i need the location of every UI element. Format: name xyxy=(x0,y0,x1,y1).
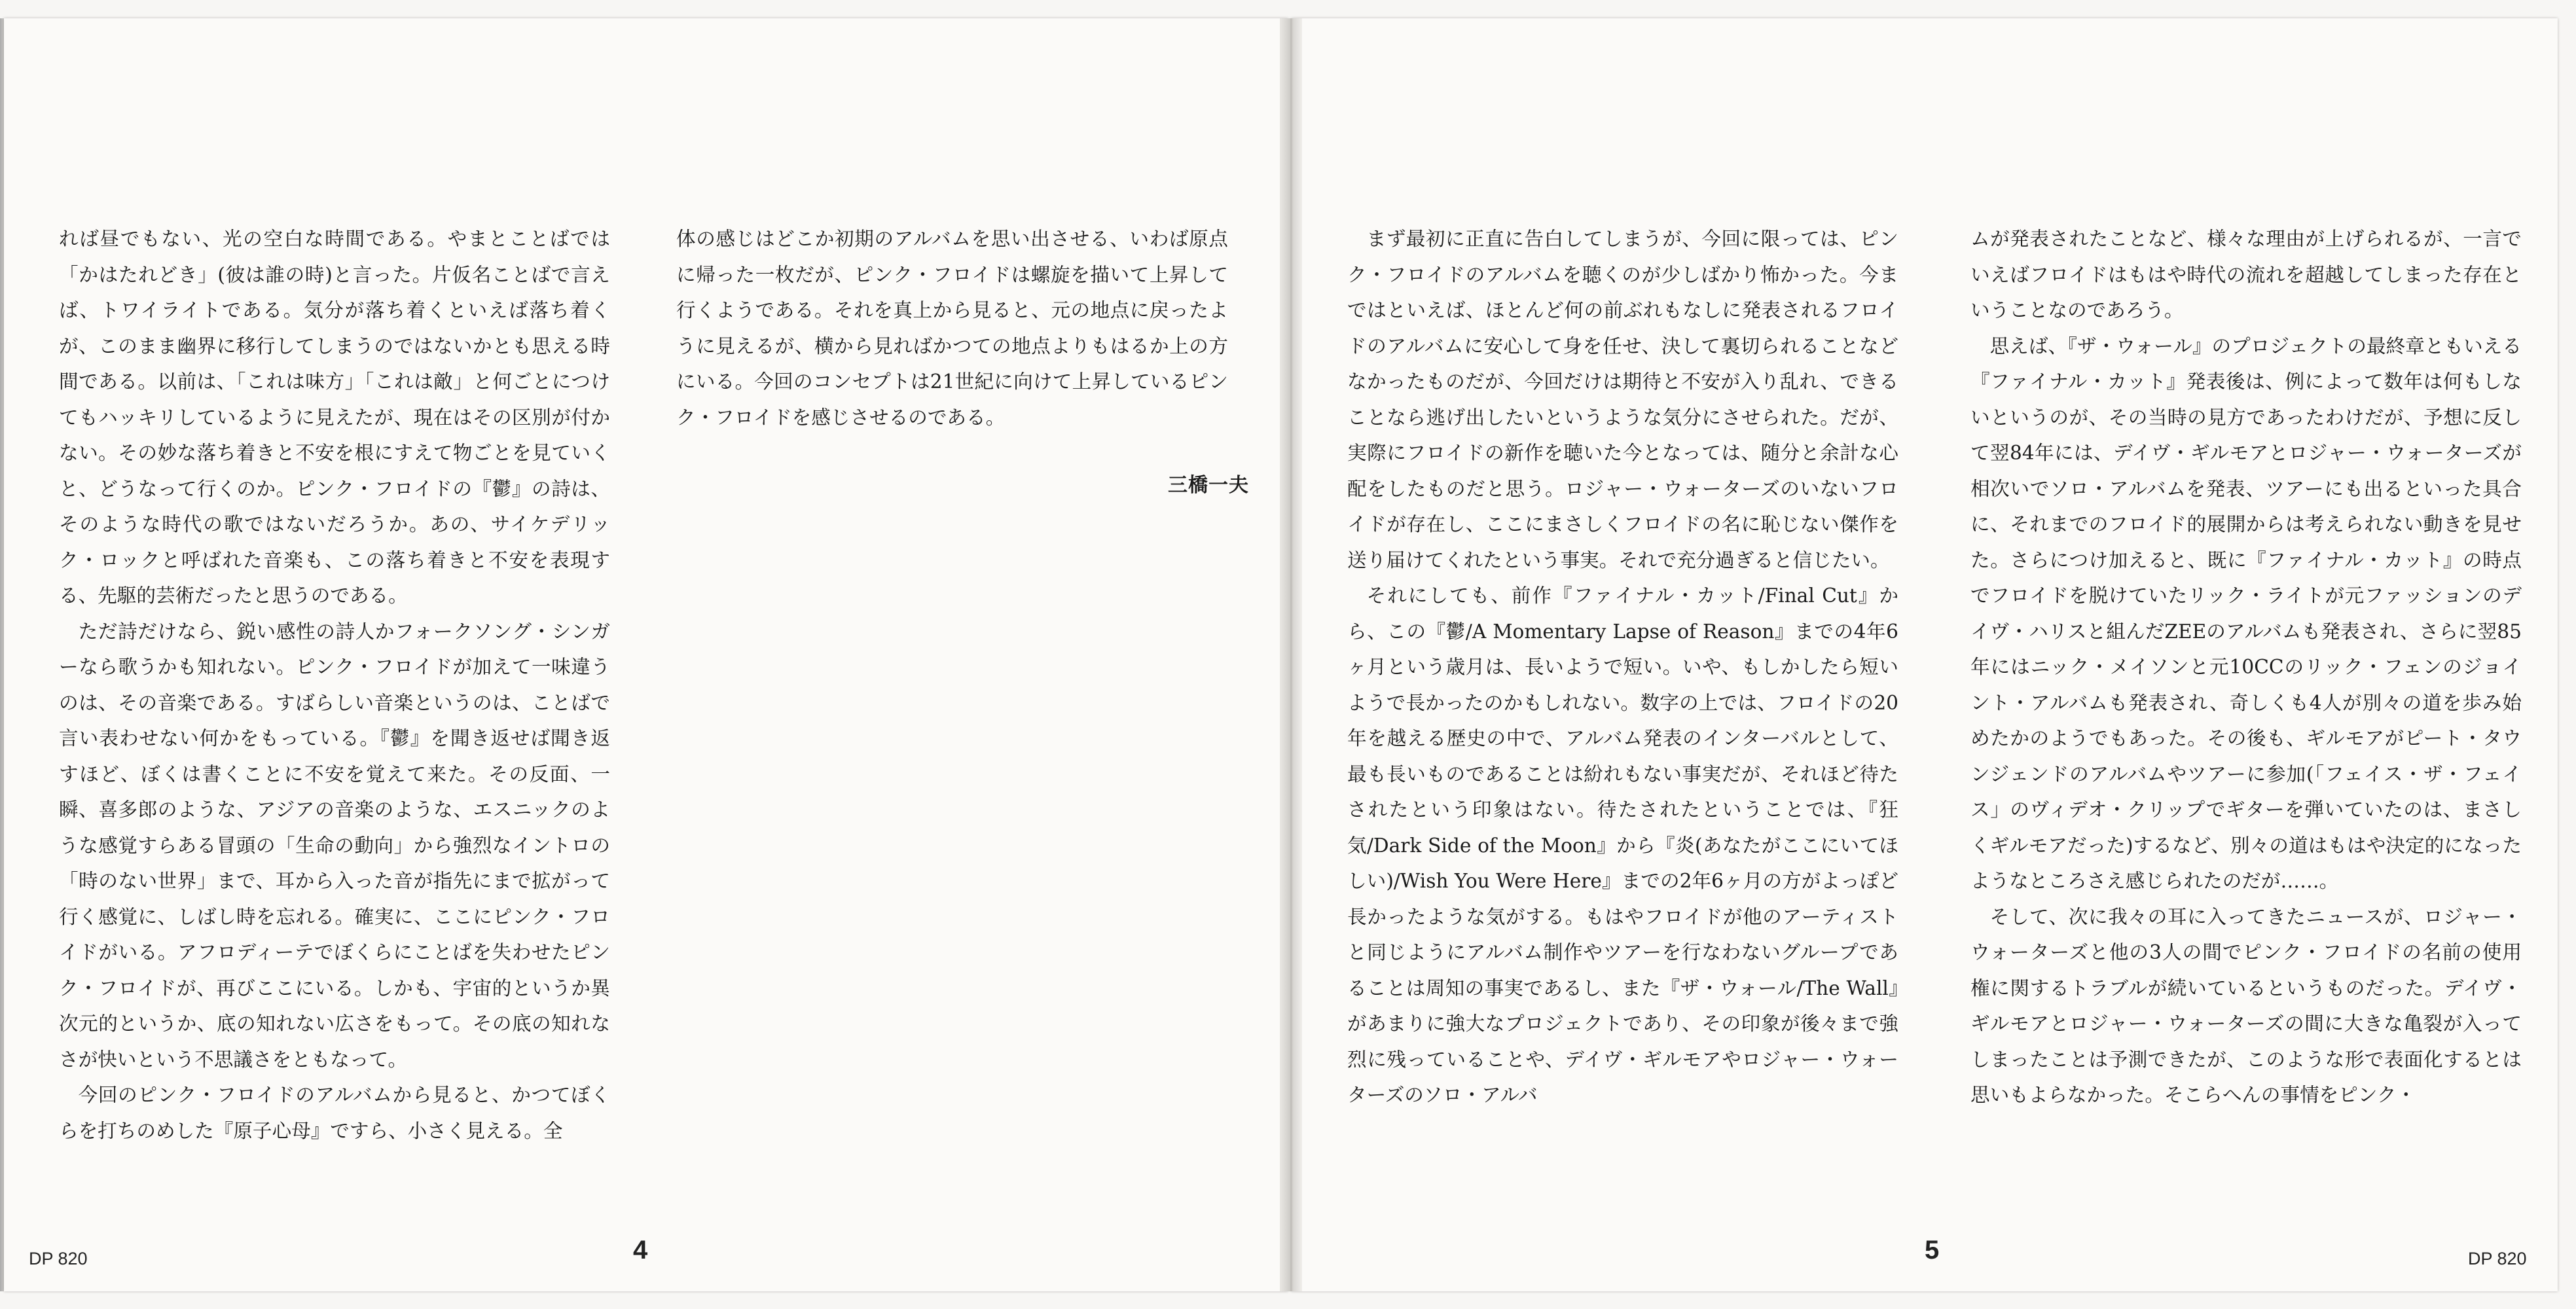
paragraph: ムが発表されたことなど、様々な理由が上げられるが、一言でいえばフロイドはもはや時代の流れを超越してしまった存在ということなのであろう。 xyxy=(1970,228,2522,321)
paragraph: まず最初に正直に告白してしまうが、今回に限っては、ピンク・フロイドのアルバムを聴くのが少しばかり怖かった。今まではといえば、ほとんど何の前ぶれもなしに発表されるフロイドのアルバムに安心して身を任せ、決して裏切られることなどなかったものだが、今回だけは期待と不安が入り乱れ、できることなら逃げ出したいというような気分にさせられた。だが、実際にフロイドの新作を聴いた今となっては、随分と余計な心配をしたものだと思う。ロジャー・ウォーターズのいないフロイドが存在し、ここにまさしくフロイドの名に恥じない傑作を送り届けてくれたという事実。それで充分過ぎると信じたい。 xyxy=(1347,228,1898,571)
paragraph: 体の感じはどこか初期のアルバムを思い出させる、いわば原点に帰った一枚だが、ピンク・フロイドは螺旋を描いて上昇して行くようである。それを真上から見ると、元の地点に戻ったように見えるが、横から見ればかつての地点よりもはるか上の方にいる。今回のコンセプトは21世紀に向けて上昇しているピンク・フロイドを感じさせるのである。 xyxy=(676,228,1228,429)
page-number: 4 xyxy=(633,1236,648,1264)
paragraph: 思えば、『ザ・ウォール』のプロジェクトの最終章ともいえる『ファイナル・カット』発表後は、例によって数年は何もしないというのが、その当時の見方であったわけだが、予想に反して翌84年には、デイヴ・ギルモアとロジャー・ウォーターズが相次いでソロ・アルバムを発表、ツアーにも出るといった具合に、それまでのフロイド的展開からは考えられない動きを見せた。さらにつけ加えると、既に『ファイナル・カット』の時点でフロイドを脱けていたリック・ライトが元ファッションのデイヴ・ハリスと組んだZEEのアルバムも発表され、さらに翌85年にはニック・メイソンと元10CCのリック・フェンのジョイント・アルバムも発表され、奇しくも4人が別々の道を歩み始めたかのようでもあった。その後も、ギルモアがピート・タウンジェンドのアルバムやツアーに参加(「フェイス・ザ・フェイス」のヴィデオ・クリップでギターを弾いていたのは、まさしくギルモアだった)するなど、別々の道はもはや決定的になったようなところさえ感じられたのだが……。 xyxy=(1970,334,2522,892)
paragraph: 今回のピンク・フロイドのアルバムから見ると、かつてぼくらを打ちのめした『原子心母』ですら、小さく見える。全 xyxy=(59,1084,610,1142)
left-column-1 xyxy=(59,221,610,1149)
catalog-number: DP 820 xyxy=(2468,1249,2527,1268)
paragraph: れば昼でもない、光の空白な時間である。やまとことばでは「かはたれどき」(彼は誰の時)と言った。片仮名ことばで言えば、トワイライトである。気分が落ち着くといえば落ち着くが、このまま幽界に移行してしまうのではないかとも思える時間である。以前は、「これは味方」「これは敵」と何ごとにつけてもハッキリしているように見えたが、現在はその区別が付かない。その妙な落ち着きと不安を根にすえて物ごとを見ていくと、どうなって行くのか。ピンク・フロイドの『鬱』の詩は、そのような時代の歌ではないだろうか。あの、サイケデリック・ロックと呼ばれた音楽も、この落ち着きと不安を表現する、先駆的芸術だったと思うのである。 xyxy=(59,228,610,607)
booklet-gutter xyxy=(1280,18,1302,1291)
paragraph: そして、次に我々の耳に入ってきたニュースが、ロジャー・ウォーターズと他の3人の間でピンク・フロイドの名前の使用権に関するトラブルが続いているというものだった。デイヴ・ギルモアとロジャー・ウォーターズの間に大きな亀裂が入ってしまったことは予測できたが、このような形で表面化するとは思いもよらなかった。そこらへんの事情をピンク・ xyxy=(1970,905,2522,1106)
right-column-2 xyxy=(1970,221,2522,1113)
paragraph: それにしても、前作『ファイナル・カット/Final Cut』から、この『鬱/A Momentary Lapse of Reason』までの4年6ヶ月という歳月は、長いようで短い。いや、もしかしたら短いようで長かったのかもしれない。数字の上では、フロイドの20年を越える歴史の中で、アルバム発表のインターバルとして、最も長いものであることは紛れもない事実だが、それほど待たされたという印象はない。待たされたということでは、『狂気/Dark Side of the Moon』から『炎(あなたがここにいてほしい)/Wish You Were Here』までの2年6ヶ月の方がよっぽど長かったような気がする。もはやフロイドが他のアーティストと同じようにアルバム制作やツアーを行なわないグループであることは周知の事実であるし、また『ザ・ウォール/The Wall』があまりに強大なプロジェクトであり、その印象が後々まで強烈に残っていることや、デイヴ・ギルモアやロジャー・ウォーターズのソロ・アルバ xyxy=(1347,584,1898,1106)
catalog-number: DP 820 xyxy=(29,1249,88,1268)
paragraph: ただ詩だけなら、鋭い感性の詩人かフォークソング・シンガーなら歌うかも知れない。ピンク・フロイドが加えて一味違うのは、その音楽である。すばらしい音楽というのは、ことばで言い表わせない何かをもっている。『鬱』を聞き返せば聞き返すほど、ぼくは書くことに不安を覚えて来た。その反面、一瞬、喜多郎のような、アジアの音楽のような、エスニックのような感覚すらある冒頭の「生命の動向」から強烈なイントロの「時のない世界」まで、耳から入った音が指先にまで拡がって行く感覚に、しばし時を忘れる。確実に、ここにピンク・フロイドがいる。アフロディーテでぼくらにことばを失わせたピンク・フロイドが、再びここにいる。しかも、宇宙的というか異次元的というか、底の知れない広さをもって。その底の知れなさが快いという不思議さをともなって。 xyxy=(59,620,610,1071)
left-column-2 xyxy=(676,221,1228,435)
author-name: 三橋一夫 xyxy=(1168,474,1249,497)
page-number: 5 xyxy=(1925,1236,1940,1264)
right-column-1 xyxy=(1347,221,1898,1113)
